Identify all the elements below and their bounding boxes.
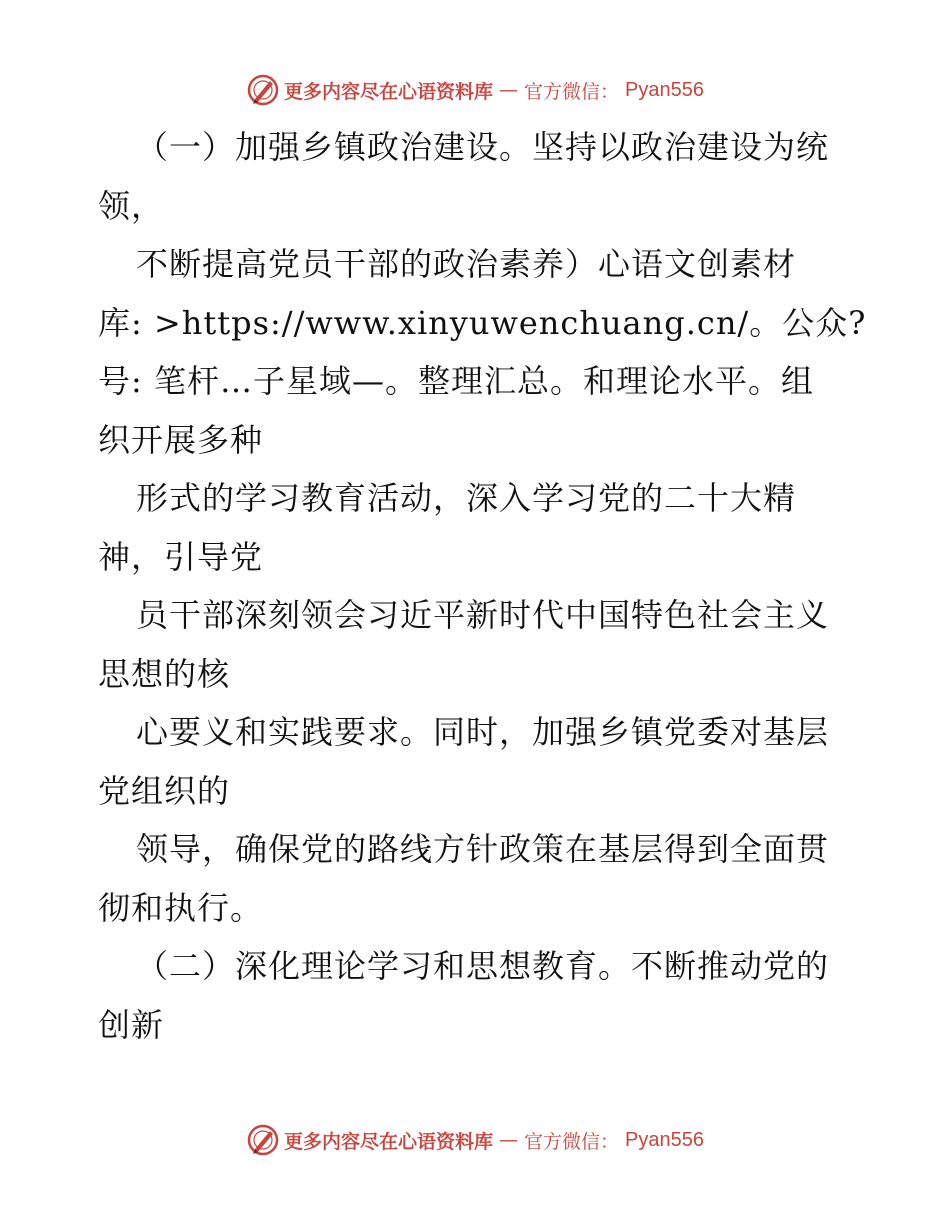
text-line: （一）加强乡镇政治建设。坚持以政治建设为统 [136,128,830,166]
banner-wechat-label: 官方微信： [524,80,620,103]
footer-banner [0,1120,950,1160]
text-line: 心要义和实践要求。同时，加强乡镇党委对基层 [136,713,830,751]
text-line: 彻和执行。 [98,888,264,927]
text-line: 创新 [98,1005,165,1044]
banner-wechat-label: 官方微信： [524,1130,620,1153]
text-line: 思想的核 [98,654,231,693]
text-line: 号: 笔杆…子星域—。整理汇总。和理论水平。组 [98,362,814,400]
text-line: 织开展多种 [98,420,264,459]
text-line: 库: >https://www.xinyuwenchuang.cn/。公众? [98,303,867,342]
banner-dash: — [499,1129,519,1151]
banner-wechat-id: Pyan556 [625,1128,704,1151]
pen-logo-icon [246,1123,280,1157]
pen-logo-icon [246,73,280,107]
banner-title: 更多内容尽在心语资料库 [284,1130,494,1153]
header-banner [0,70,950,110]
text-line: 形式的学习教育活动，深入学习党的二十大精 [136,479,797,517]
banner-wechat-id: Pyan556 [625,78,704,101]
text-line: （二）深化理论学习和思想教育。不断推动党的 [136,947,830,985]
text-line: 领导，确保党的路线方针政策在基层得到全面贯 [136,830,830,868]
text-line: 党组织的 [98,771,231,810]
banner-dash: — [499,79,519,101]
text-line: 不断提高党员干部的政治素养）心语文创素材 [136,245,797,283]
banner-title: 更多内容尽在心语资料库 [284,80,494,103]
text-line: 领， [98,186,165,225]
document-body [98,118,867,1054]
text-line: 员干部深刻领会习近平新时代中国特色社会主义 [136,596,830,634]
text-line: 神，引导党 [98,537,264,576]
